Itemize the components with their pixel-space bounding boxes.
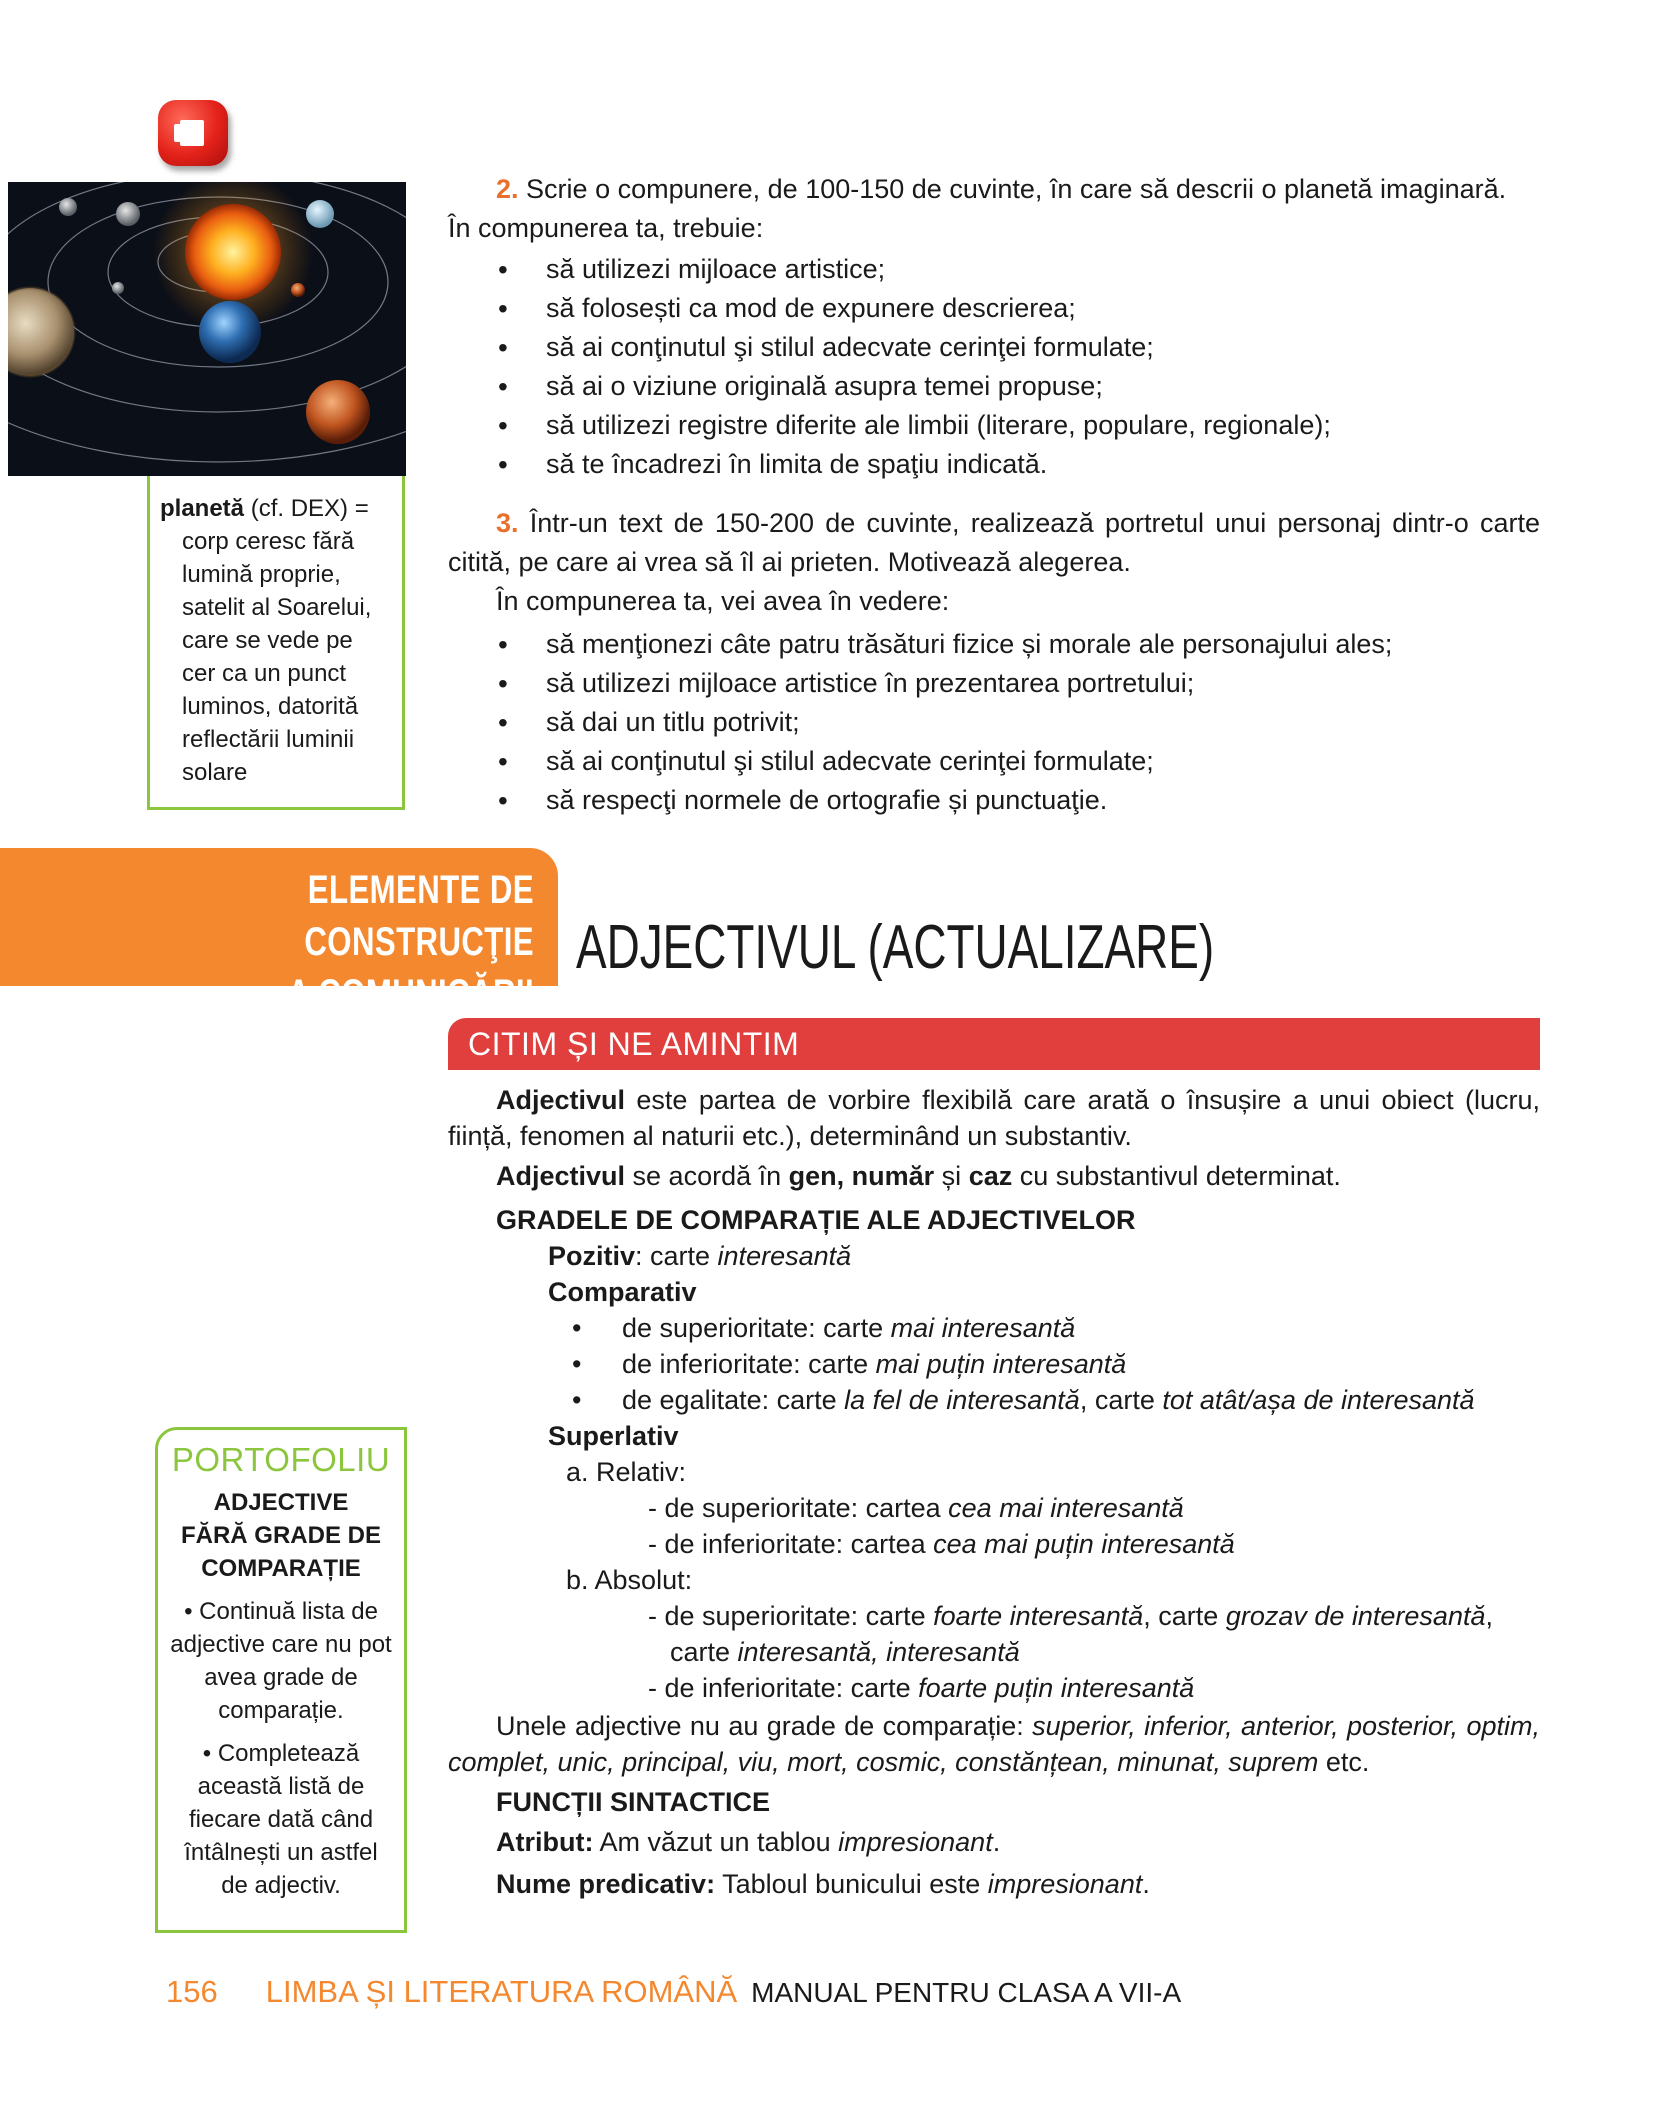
list-item: • să utilizezi mijloace artistice în prezentarea portretului; — [448, 664, 1540, 703]
example-italic: foarte interesantă — [933, 1601, 1144, 1631]
nume-predicativ-line — [448, 1866, 1540, 1902]
line-text: , carte — [1143, 1601, 1226, 1631]
subsection-title: CITIM ȘI NE AMINTIM — [468, 1026, 800, 1062]
paragraph-text: cu substantivul determinat. — [1012, 1161, 1341, 1191]
page-footer — [166, 1974, 1181, 2010]
definition-line: solare — [182, 759, 248, 786]
example-italic: impresionant — [838, 1827, 993, 1857]
line-text: , carte — [1079, 1385, 1163, 1415]
absolut-inf — [448, 1670, 1540, 1706]
label-bold: Atribut: — [496, 1827, 594, 1857]
line-text: . — [1142, 1869, 1150, 1899]
list-item: • să menţionezi câte patru trăsături fizice și morale ale personajului ales; — [448, 625, 1540, 664]
line-text: - de inferioritate: carte — [648, 1673, 919, 1703]
task-3 — [448, 504, 1540, 820]
example-italic: grozav de interesantă — [1225, 1601, 1486, 1631]
list-item: • să te încadrezi în limita de spaţiu indicată. — [448, 445, 1540, 484]
heading-degrees: GRADELE DE COMPARAȚIE ALE ADJECTIVELOR — [496, 1205, 1136, 1235]
line-text: de egalitate: carte — [622, 1385, 845, 1415]
definition-line: satelit al Soarelui, — [182, 594, 372, 621]
line-text: carte — [670, 1637, 738, 1667]
line-text: . — [992, 1827, 1001, 1857]
list-item: • să ai conţinutul şi stilul adecvate cerinţei formulate; — [448, 742, 1540, 781]
example-italic: tot atât/așa de interesantă — [1162, 1385, 1475, 1415]
list-item — [448, 1382, 1540, 1418]
example-italic: la fel de interesantă — [844, 1385, 1080, 1415]
superlativ-label: Superlativ — [548, 1421, 679, 1451]
list-item: • să folosești ca mod de expunere descrierea; — [448, 289, 1540, 328]
atribut-line — [448, 1824, 1540, 1860]
example-italic: mai puțin interesantă — [875, 1349, 1127, 1379]
task-lead: În compunerea ta, vei avea în vedere: — [496, 586, 950, 616]
example-italic: superior, inferior, anterior, posterior, optim, complet, unic, principal, viu, mort, cosmic, constănțean, minunat, suprem — [448, 1711, 1540, 1777]
example-italic: cea mai interesantă — [948, 1493, 1184, 1523]
portfolio-item: • Continuă lista de adjective care nu pot avea grade de comparație. — [170, 1598, 392, 1724]
paragraph-text: etc. — [1318, 1747, 1370, 1777]
manual-subtitle: MANUAL PENTRU CLASA A VII-A — [751, 1977, 1182, 2008]
list-item: • să dai un titlu potrivit; — [448, 703, 1540, 742]
definition-box — [147, 476, 405, 810]
example-italic: interesantă, interesantă — [737, 1637, 1020, 1667]
relativ-inf — [448, 1526, 1540, 1562]
line-text: , — [1485, 1601, 1493, 1631]
absolut-sup-cont — [448, 1634, 1540, 1670]
term-bold: Adjectivul — [496, 1161, 626, 1191]
definition-line: care se vede pe — [182, 627, 353, 654]
task-2 — [448, 170, 1540, 484]
line-text: de superioritate: carte — [622, 1313, 891, 1343]
paragraph-text: se acordă în — [625, 1161, 789, 1191]
task-2-list — [448, 250, 1540, 484]
relativ-sup — [448, 1490, 1540, 1526]
task-lead: În compunerea ta, trebuie: — [448, 213, 764, 243]
paragraph-text: și — [934, 1161, 969, 1191]
definition-term: planetă — [160, 495, 245, 522]
section-label-line2: A COMUNICĂRII — [287, 972, 534, 1016]
definition-line: luminos, datorită — [182, 693, 359, 720]
list-item — [448, 1346, 1540, 1382]
book-title: LIMBA ȘI LITERATURA ROMÂNĂ — [265, 1974, 738, 2009]
absolut-label: b. Absolut: — [566, 1565, 693, 1595]
page-title: ADJECTIVUL (ACTUALIZARE) — [576, 913, 1215, 982]
line-text: - de inferioritate: cartea — [648, 1529, 934, 1559]
line-text: - de superioritate: cartea — [648, 1493, 949, 1523]
agreement-paragraph — [448, 1158, 1540, 1194]
subsection-bar — [448, 1018, 1540, 1070]
task-number: 2. — [496, 174, 519, 204]
portfolio-subtitle: ADJECTIVE FĂRĂ GRADE DE COMPARAȚIE — [180, 1489, 381, 1582]
comparativ-list — [448, 1310, 1540, 1418]
list-item: • să utilizezi mijloace artistice; — [448, 250, 1540, 289]
no-degrees-paragraph — [448, 1708, 1540, 1780]
portfolio-title: PORTOFOLIU — [171, 1441, 391, 1478]
term-bold: caz — [968, 1161, 1013, 1191]
heading-functions: FUNCȚII SINTACTICE — [496, 1787, 770, 1817]
portfolio-item: • Completează această listă de fiecare dată când întâlnești un astfel de adjectiv. — [184, 1740, 378, 1899]
list-item — [448, 1310, 1540, 1346]
list-item: • să respecţi normele de ortografie și punctuaţie. — [448, 781, 1540, 820]
definition-line: lumină proprie, — [182, 561, 341, 588]
line-text: de inferioritate: carte — [622, 1349, 876, 1379]
relativ-label: a. Relativ: — [566, 1457, 687, 1487]
label-bold: Pozitiv — [548, 1241, 636, 1271]
example-italic: mai interesantă — [890, 1313, 1076, 1343]
absolut-sup — [448, 1598, 1540, 1634]
section-label — [0, 848, 558, 1016]
example-italic: cea mai puțin interesantă — [933, 1529, 1235, 1559]
task-intro: Scrie o compunere, de 100-150 de cuvinte, în care să descrii o planetă imaginară. — [526, 174, 1507, 204]
task-3-list — [448, 625, 1540, 820]
label-bold: Nume predicativ: — [496, 1869, 716, 1899]
paragraph-text: Unele adjective nu au grade de comparație: — [496, 1711, 1033, 1741]
definition-line: reflectării luminii — [182, 726, 355, 753]
term-bold: gen, număr — [788, 1161, 935, 1191]
grammar-content — [448, 1082, 1540, 1902]
list-item: • să ai o viziune originală asupra temei propuse; — [448, 367, 1540, 406]
comparativ-label: Comparativ — [548, 1277, 697, 1307]
definition-line: corp ceresc fără — [182, 528, 355, 555]
digital-resource-icon[interactable] — [158, 100, 228, 166]
solar-system-image — [8, 182, 406, 476]
example-italic: interesantă — [717, 1241, 852, 1271]
definition-source: (cf. DEX) = — [244, 495, 369, 522]
page-number: 156 — [166, 1974, 218, 2009]
definition-paragraph — [448, 1082, 1540, 1154]
pozitiv-line — [448, 1238, 1540, 1274]
line-text: - de superioritate: carte — [648, 1601, 934, 1631]
list-item: • să utilizezi registre diferite ale limbii (literare, populare, regionale); — [448, 406, 1540, 445]
example-italic: impresionant — [987, 1869, 1143, 1899]
line-text: Am văzut un tablou — [593, 1827, 839, 1857]
line-text: : carte — [635, 1241, 718, 1271]
example-italic: foarte puțin interesantă — [918, 1673, 1195, 1703]
task-number: 3. — [496, 508, 519, 538]
term-bold: Adjectivul — [496, 1085, 626, 1115]
line-text: Tabloul bunicului este — [715, 1869, 988, 1899]
section-label-line1: ELEMENTE DE CONSTRUCŢIE — [304, 868, 534, 964]
task-intro: Într-un text de 150-200 de cuvinte, realizează portretul unui personaj dintr-o carte citită, pe care ai vrea să îl ai prieten. Motivează alegerea. — [448, 508, 1540, 577]
paragraph-text: este partea de vorbire flexibilă care arată o însușire a unui obiect (lucru, ființă, fenomen al naturii etc.), determinând un substantiv. — [448, 1085, 1540, 1151]
portfolio-box — [155, 1427, 407, 1933]
list-item: • să ai conţinutul şi stilul adecvate cerinţei formulate; — [448, 328, 1540, 367]
definition-line: cer ca un punct — [182, 660, 347, 687]
